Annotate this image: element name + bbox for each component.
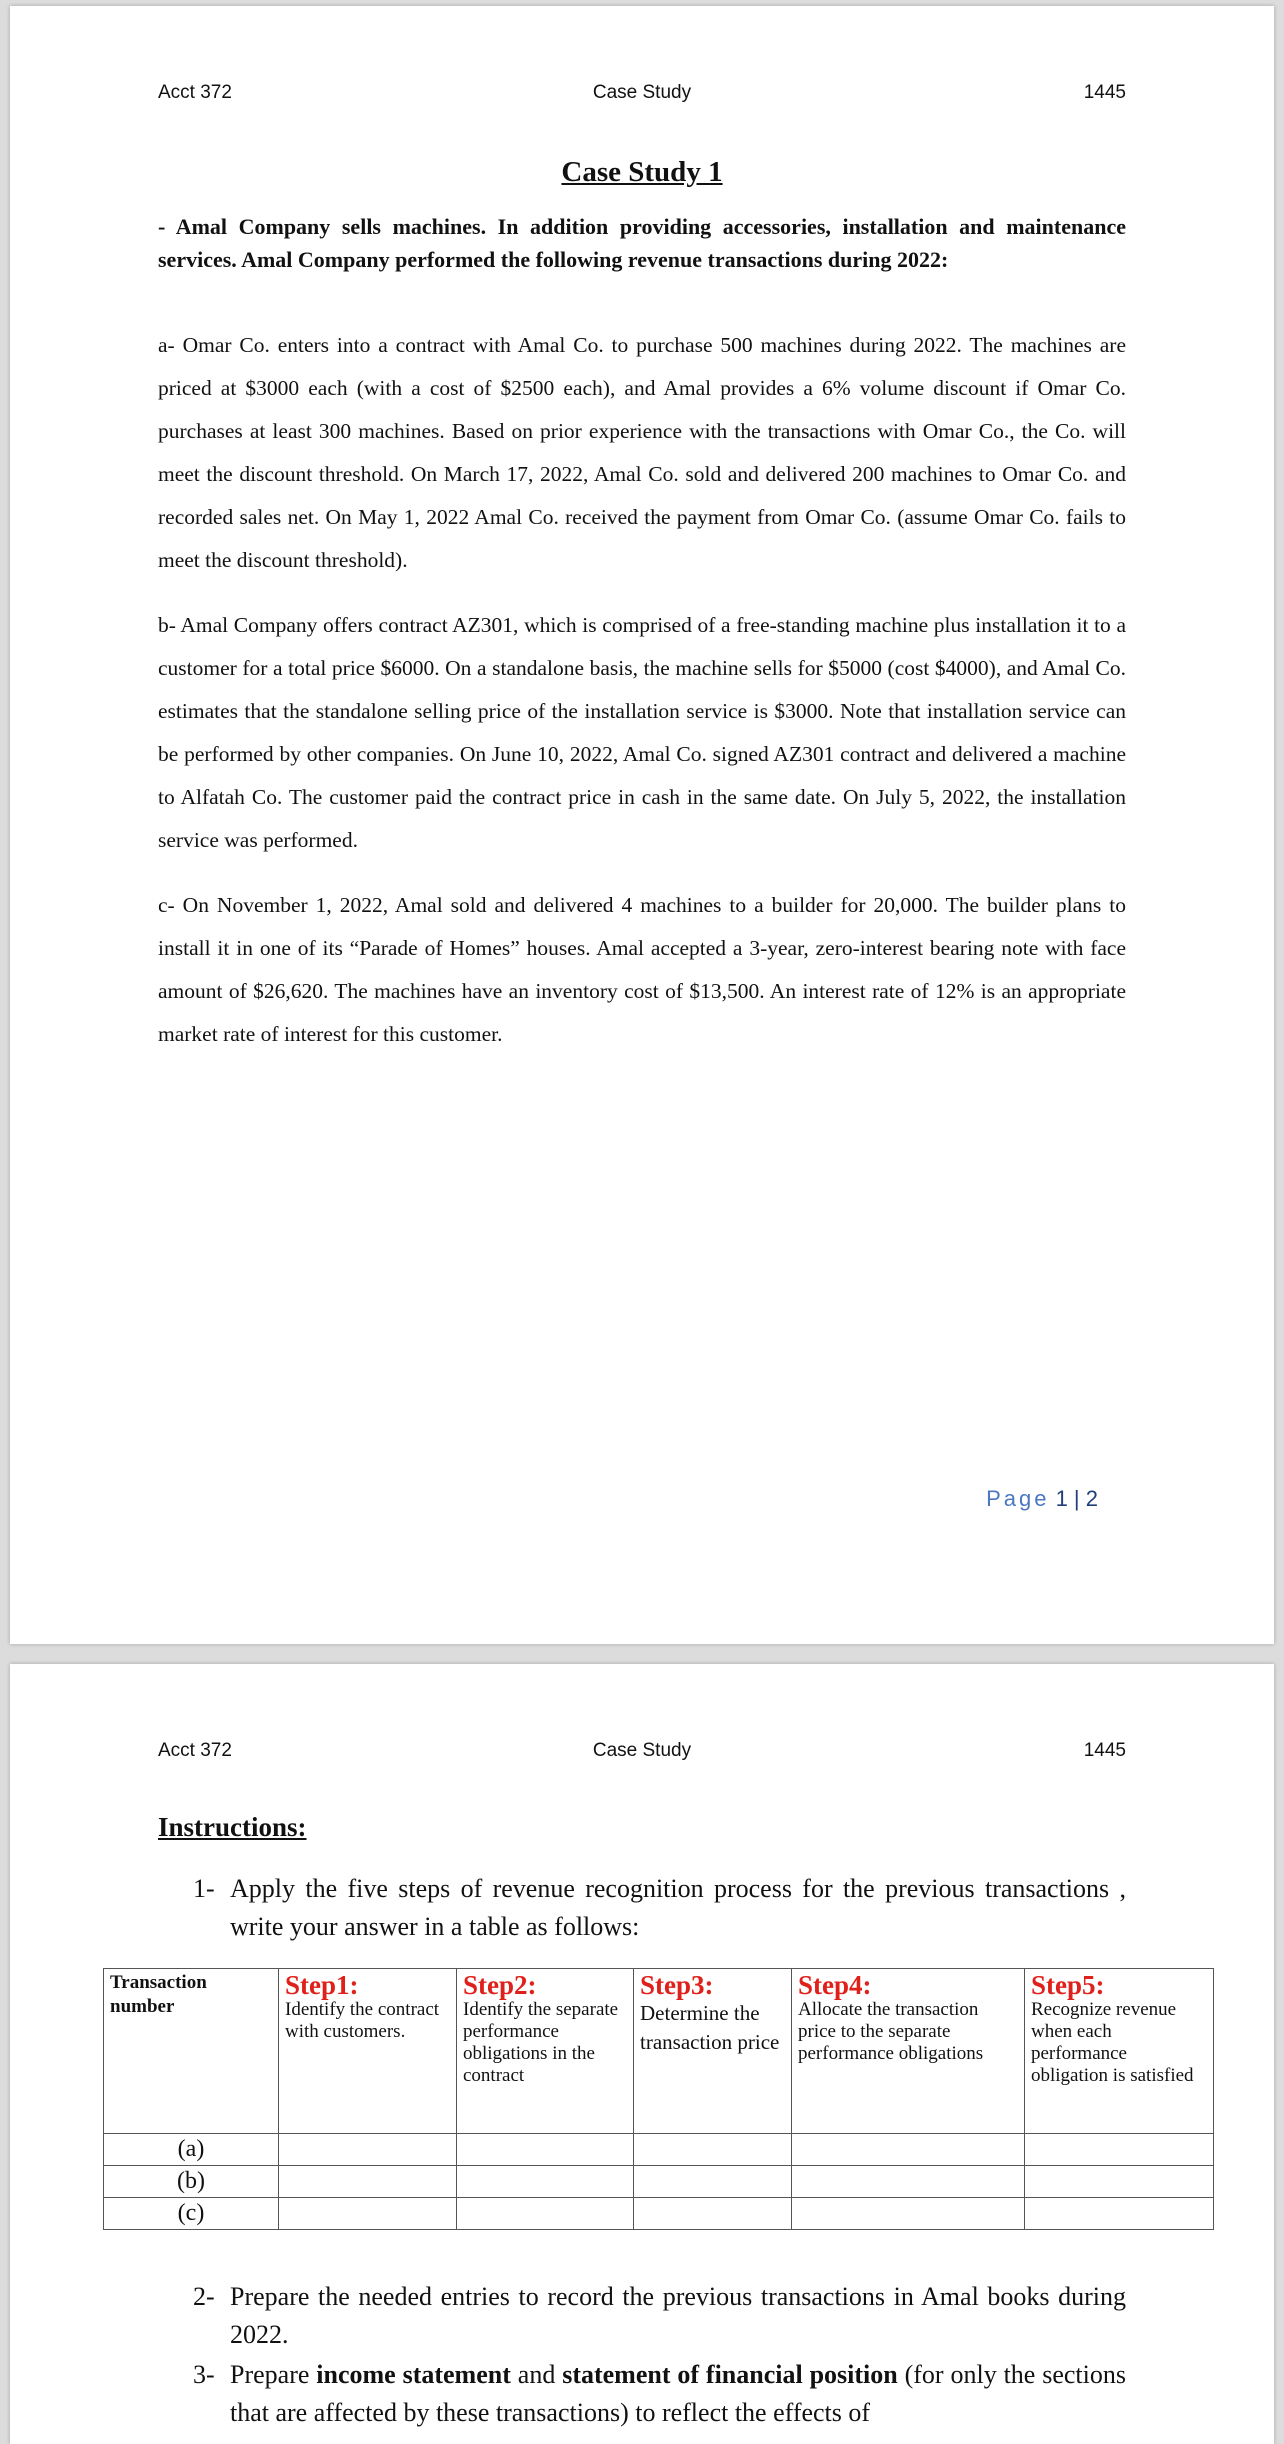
table-cell [634,2198,792,2230]
item-number: 1- [193,1874,215,1903]
row-label: (b) [104,2166,279,2198]
financial-position-term: statement of financial position [562,2360,898,2389]
table-row [104,2134,1214,2166]
header-code: 1445 [1083,82,1126,103]
table-row [104,2166,1214,2198]
table-cell [1025,2166,1214,2198]
page-title: Case Study 1 [561,156,723,188]
income-statement-term: income statement [316,2360,511,2389]
header-doc-type: Case Study [592,82,692,103]
instruction-item-3 [193,2356,1126,2432]
step-title: Step4: [798,1970,872,2000]
intro-paragraph: - Amal Company sells machines. In addition providing accessories, installation and maintenance services. Amal Company performed the following revenue transactions during 2022: [158,214,1126,272]
item-number: 2- [193,2282,215,2311]
col-step1 [279,1969,457,2134]
col-step2 [457,1969,634,2134]
table-cell [792,2198,1025,2230]
revenue-steps-table [103,1968,1214,2230]
step-desc: Identify the separate performance obligations in the contract [463,1999,619,2086]
item-text [230,2356,1126,2432]
step-desc: Identify the contract with customers. [285,1999,440,2042]
step-desc: Determine the transaction price [640,2001,780,2054]
instructions-heading: Instructions: [158,1812,307,1842]
page-label: Page [986,1486,1050,1511]
transaction-b-paragraph: b- Amal Company offers contract AZ301, which is comprised of a free-standing machine plus installation it to a customer for a total price $6000. On a standalone basis, the machine sells for $5000 (cost $4000), and Amal Co. estimates that the standalone selling price of the installation service is $3000. Note that installation service can be performed by other companies. On June 10, 2022, Amal Co. signed AZ301 contract and delivered a machine to Alfatah Co. The customer paid the contract price in cash in the same date. On July 5, 2022, the installation service was performed. [158,613,1126,852]
step-title: Step3: [640,1970,714,2000]
row-label: (c) [104,2198,279,2230]
item-text-mid: and [510,2360,563,2389]
item-text-pre: Prepare [230,2360,317,2389]
page-header [158,82,1126,112]
instruction-item-2 [193,2278,1126,2354]
step-desc: Recognize revenue when each performance obligation is satisfied [1031,1999,1194,2086]
item-number: 3- [193,2360,215,2389]
page-number-value: 1 | 2 [1055,1486,1098,1511]
page-number [986,1486,1098,1512]
table-cell [457,2198,634,2230]
document-page-2 [10,1664,1274,2444]
transaction-a-paragraph: a- Omar Co. enters into a contract with Amal Co. to purchase 500 machines during 2022. The machines are priced at $3000 each (with a cost of $2500 each), and Amal provides a 6% volume discount if Omar Co. purchases at least 300 machines. Based on prior experience with the transactions with Omar Co., the Co. will meet the discount threshold. On March 17, 2022, Amal Co. sold and delivered 200 machines to Omar Co. and recorded sales net. On May 1, 2022 Amal Co. received the payment from Omar Co. (assume Omar Co. fails to meet the discount threshold). [158,333,1126,572]
item-text: Apply the five steps of revenue recognition process for the previous transactions , write your answer in a table as follows: [230,1874,1126,1941]
table-row [104,2198,1214,2230]
table-cell [792,2166,1025,2198]
table-cell [457,2166,634,2198]
table-cell [279,2166,457,2198]
table-cell [279,2134,457,2166]
col-step4 [792,1969,1025,2134]
header-doc-type: Case Study [592,1740,692,1761]
transaction-c-paragraph: c- On November 1, 2022, Amal sold and delivered 4 machines to a builder for 20,000. The builder plans to install it in one of its “Parade of Homes” houses. Amal accepted a 3-year, zero-interest bearing note with face amount of $26,620. The machines have an inventory cost of $13,500. An interest rate of 12% is an appropriate market rate of interest for this customer. [158,893,1126,1046]
header-course: Acct 372 [158,82,232,103]
col-transaction-number: Transaction number [104,1969,279,2134]
table-cell [1025,2198,1214,2230]
instruction-item-1 [193,1870,1126,1946]
table-cell [457,2134,634,2166]
col-step5 [1025,1969,1214,2134]
table-cell [1025,2134,1214,2166]
table-header-row [104,1969,1214,2134]
step-title: Step1: [285,1970,359,2000]
table-cell [634,2166,792,2198]
header-code: 1445 [1083,1740,1126,1761]
table-cell [792,2134,1025,2166]
table-cell [634,2134,792,2166]
table-cell [279,2198,457,2230]
step-desc: Allocate the transaction price to the separate performance obligations [798,1999,984,2064]
step-title: Step5: [1031,1970,1105,2000]
item-text: Prepare the needed entries to record the previous transactions in Amal books during 2022. [230,2282,1126,2349]
header-course: Acct 372 [158,1740,232,1761]
col-step3 [634,1969,792,2134]
item-text-post: (for only the sections that are affected by these transactions) to reflect the effects of [230,2360,1126,2427]
row-label: (a) [104,2134,279,2166]
page-header [158,1740,1126,1770]
document-page-1 [10,6,1274,1644]
step-title: Step2: [463,1970,537,2000]
